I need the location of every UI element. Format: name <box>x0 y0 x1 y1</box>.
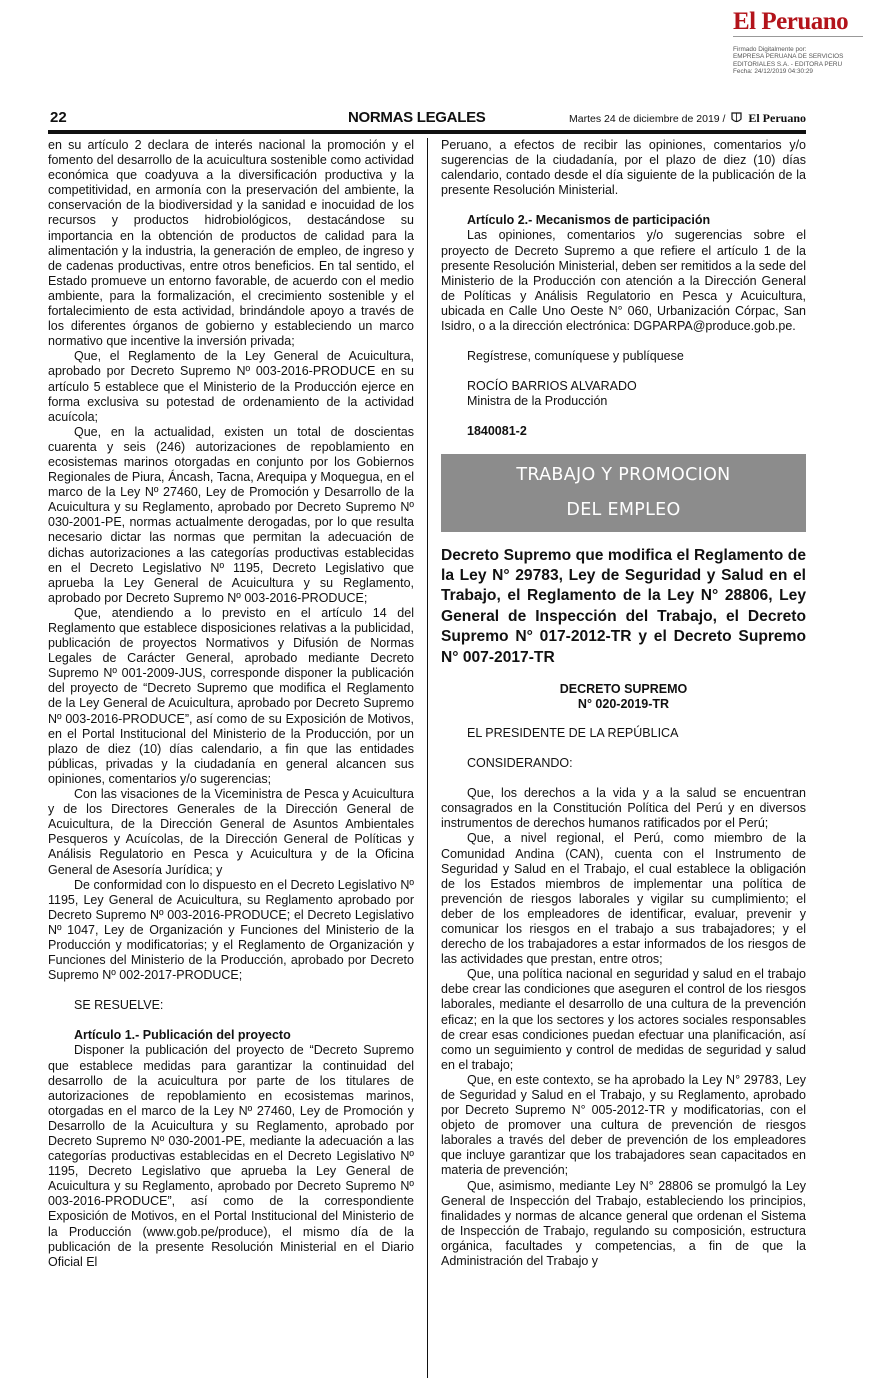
decree-title: Decreto Supremo que modifica el Reglamento de la Ley N° 29783, Ley de Seguridad y Salud en el Trabajo, el Reglamento de la Ley N° 28806, Ley General de Inspección del Trabajo, el Decreto Supremo N° 017-2012-TR y el Decreto Supremo N° 007-2017-TR <box>441 546 806 666</box>
signature-line: EDITORIALES S.A. - EDITORA PERU <box>733 60 843 68</box>
signer-title: Ministra de la Producción <box>467 394 608 409</box>
paragraph: Que, a nivel regional, el Perú, como miembro de la Comunidad Andina (CAN), cuenta con el Instrumento de Seguridad y Salud en el Trabajo, el cual establece la obligación de los Estados miembros de implementar una política de prevención de riesgos laborales y vigilar su cumplimiento; el deber de los empleadores de identificar, evaluar, prevenir y comunicar los riesgos en el trabajo a sus trabajadores; y el derecho de los trabajadores a estar informados de los riesgos de las actividades que prestan, entre otros; <box>441 831 806 967</box>
paragraph: Que, el Reglamento de la Ley General de Acuicultura, aprobado por Decreto Supremo Nº 003-2016-PRODUCE en su artículo 5 establece que el Ministerio de la Producción ejerce en forma exclusiva su potestad de ordenamiento de la actividad acuícola; <box>48 349 414 424</box>
column-divider <box>427 138 428 1378</box>
decree-heading-line: N° 020-2019-TR <box>577 696 670 711</box>
header-date-brand <box>569 111 806 126</box>
paragraph: Que, una política nacional en seguridad y salud en el trabajo debe crear las condiciones que aseguren el control de los riesgos laborales, mediante el desarrollo de una cultura de la prevención eficaz; en la que los sectores y los actores sociales responsables de crear esas condiciones puedan efectuar una planificación, así como un seguimiento y control de medidas de seguridad y salud en el trabajo; <box>441 967 806 1072</box>
se-resuelve: SE RESUELVE: <box>74 998 164 1013</box>
document-code: 1840081-2 <box>467 424 527 439</box>
article-1-text: Disponer la publicación del proyecto de “Decreto Supremo que establece medidas para garantizar la continuidad del desarrollo de la acuicultura por parte de los titulares de autorizaciones de repoblamiento en ecosistemas marinos, otorgadas en el marco de la Ley Nº 27460, Ley de Promoción y Desarrollo de la Acuicultura y su Reglamento, aprobado por Decreto Supremo Nº 030-2001-PE, mediante la adecuación a las categorías productivas establecidas en el Decreto Legislativo Nº 1195, Decreto Legislativo que aprueba la Ley General de Acuicultura y su Reglamento, aprobado por Decreto Supremo Nº 003-2016-PRODUCE”, así como de la correspondiente Exposición de Motivos, en el Portal Institucional del Ministerio de la Producción (www.gob.pe/produce), el mismo día de la publicación de la presente Resolución Ministerial en el Diario Oficial El <box>48 1043 414 1269</box>
paragraph: Con las visaciones de la Viceministra de Pesca y Acuicultura y de los Directores Generales de la Dirección General de Acuicultura, de la Dirección General de Asuntos Ambientales Pesqueros y Acuícolas, de la Dirección General de Políticas y Análisis Regulatorio en Pesca y Acuicultura y de la Oficina General de Asesoría Jurídica; y <box>48 787 414 877</box>
paragraph: Peruano, a efectos de recibir las opiniones, comentarios y/o sugerencias de la ciudadanía, por el plazo de diez (10) días calendario, contado desde el día siguiente de la publicación de la presente Resolución Ministerial. <box>441 138 806 198</box>
paragraph: Que, en este contexto, se ha aprobado la Ley N° 29783, Ley de Seguridad y Salud en el Trabajo, y su Reglamento, aprobado por Decreto Supremo N° 005-2012-TR y modificatorias, con el objeto de promover una cultura de prevención de riesgos laborales a través del deber de prevención de los empleadores que incluye garantizar que los trabajadores sean capacitados en materia de prevención; <box>441 1072 806 1178</box>
banner-line: DEL EMPLEO <box>566 499 681 520</box>
el-peruano-logo: El Peruano <box>733 8 849 35</box>
paragraph: en su artículo 2 declara de interés nacional la promoción y el fomento del desarrollo de la acuicultura sostenible como actividad económica que coadyuva a la diversificación productiva y la competitividad, en armonía con la preservación del ambiente, la conservación de la biodiversidad y la sanidad e inocuidad de los recursos y productos hidrobiológicos, destacándose su importancia en la obtención de productos de calidad para la alimentación y la industria, la generación de empleo, de ingreso y de cadenas productivas, entre otros beneficios. En tal sentido, el Estado promueve un entorno favorable, de acuerdo con el medio ambiente, para la formalización, el crecimiento sostenible y el fortalecimiento de esta actividad, brindándole apoyo a través de los diferentes órganos de gobierno y estableciendo un marco normativo que incentive la inversión privada; <box>48 138 414 349</box>
article-2-title: Artículo 2.- Mecanismos de participación <box>467 213 711 228</box>
paragraph: Que, los derechos a la vida y a la salud se encuentran consagrados en la Constitución Política del Perú y en diversos instrumentos de derechos humanos ratificados por el Perú; <box>441 786 806 831</box>
logo-underline <box>733 36 863 41</box>
left-column <box>48 138 414 1270</box>
president-line: EL PRESIDENTE DE LA REPÚBLICA <box>467 725 679 740</box>
decree-heading-line: DECRETO SUPREMO <box>559 681 688 696</box>
paragraph: Que, asimismo, mediante Ley N° 28806 se promulgó la Ley General de Inspección del Trabajo, estableciendo los principios, finalidades y normas de alcance general que ordenan el Sistema de Inspección de Trabajo, regulando su composición, estructura orgánica, facultades y competencias, a fin de que la Administración del Trabajo y <box>441 1178 806 1269</box>
paragraph: De conformidad con lo dispuesto en el Decreto Legislativo Nº 1195, Ley General de Acuicultura, su Reglamento aprobado por Decreto Supremo Nº 003-2016-PRODUCE; el Decreto Legislativo Nº 1047, Ley de Organización y Funciones del Ministerio de la Producción y modificatorias; y el Reglamento de Organización y Funciones del Ministerio de la Producción, aprobado por Decreto Supremo Nº 002-2017-PRODUCE; <box>48 877 414 983</box>
header-brand: El Peruano <box>748 111 806 125</box>
signature-line: Fecha: 24/12/2019 04:30:29 <box>733 68 813 76</box>
paragraph: Que, atendiendo a lo previsto en el artículo 14 del Reglamento que establece disposiciones relativas a la publicidad, publicación de proyectos Normativos y Difusión de Normas Legales de Carácter General, aprobado mediante Decreto Supremo Nº 001-2009-JUS, corresponde disponer la publicación del proyecto de “Decreto Supremo que modifica el Reglamento de la Ley General de Acuicultura, aprobado por Decreto Supremo Nº 003-2016-PRODUCE”, así como de su Exposición de Motivos, en el Portal Institucional del Ministerio de la Producción, por un plazo de diez (10) días calendario, a fin que las entidades públicas, privadas y la ciudadanía en general alcancen sus opiniones, comentarios y/o sugerencias; <box>48 605 414 786</box>
header-date: Martes 24 de diciembre de 2019 / <box>569 113 726 125</box>
coat-of-arms-icon <box>730 111 743 125</box>
considerando: CONSIDERANDO: <box>467 756 573 771</box>
decree-heading <box>441 682 806 712</box>
closing-formula: Regístrese, comuníquese y publíquese <box>467 349 684 364</box>
digital-signature <box>733 46 863 76</box>
page-header <box>48 106 806 134</box>
right-column <box>441 138 806 1269</box>
section-title: NORMAS LEGALES <box>348 109 486 126</box>
signature-line: Firmado Digitalmente por: <box>733 46 807 53</box>
article-2-text: Las opiniones, comentarios y/o sugerencias sobre el proyecto de Decreto Supremo a que refiere el artículo 1 de la presente Resolución Ministerial, deben ser remitidos a la sede del Ministerio de la Producción con atención a la Dirección General de Políticas y Análisis Regulatorio en Pesca y Acuicultura, ubicada en Calle Uno Oeste N° 060, Urbanización Córpac, San Isidro, o a la dirección electrónica: DGPARPA@produce.gob.pe. <box>441 228 806 334</box>
signature-line: EMPRESA PERUANA DE SERVICIOS <box>733 53 844 61</box>
paragraph: Que, en la actualidad, existen un total de doscientas cuarenta y seis (246) autorizaciones de repoblamiento en ecosistemas marinos otorgadas en conjunto por los Gobiernos Regionales de Piura, Áncash, Tacna, Arequipa y Moquegua, en el marco de la Ley Nº 27460, Ley de Promoción y Desarrollo de la Acuicultura y su Reglamento, aprobado por Decreto Supremo Nº 030-2001-PE, normas actualmente derogadas, por lo que resulta necesario dictar las normas que permitan la adecuación de dichas autorizaciones a las categorías productivas establecidas en el Decreto Legislativo Nº 1195, Decreto Legislativo que aprueba la Ley General de Acuicultura y su Reglamento, aprobado por Decreto Supremo Nº 003-2016-PRODUCE; <box>48 424 414 605</box>
page-number: 22 <box>50 109 67 126</box>
article-1-title: Artículo 1.- Publicación del proyecto <box>74 1028 291 1043</box>
section-banner <box>441 454 806 532</box>
banner-line: TRABAJO Y PROMOCION <box>516 464 731 485</box>
signer-name: ROCÍO BARRIOS ALVARADO <box>467 379 637 394</box>
